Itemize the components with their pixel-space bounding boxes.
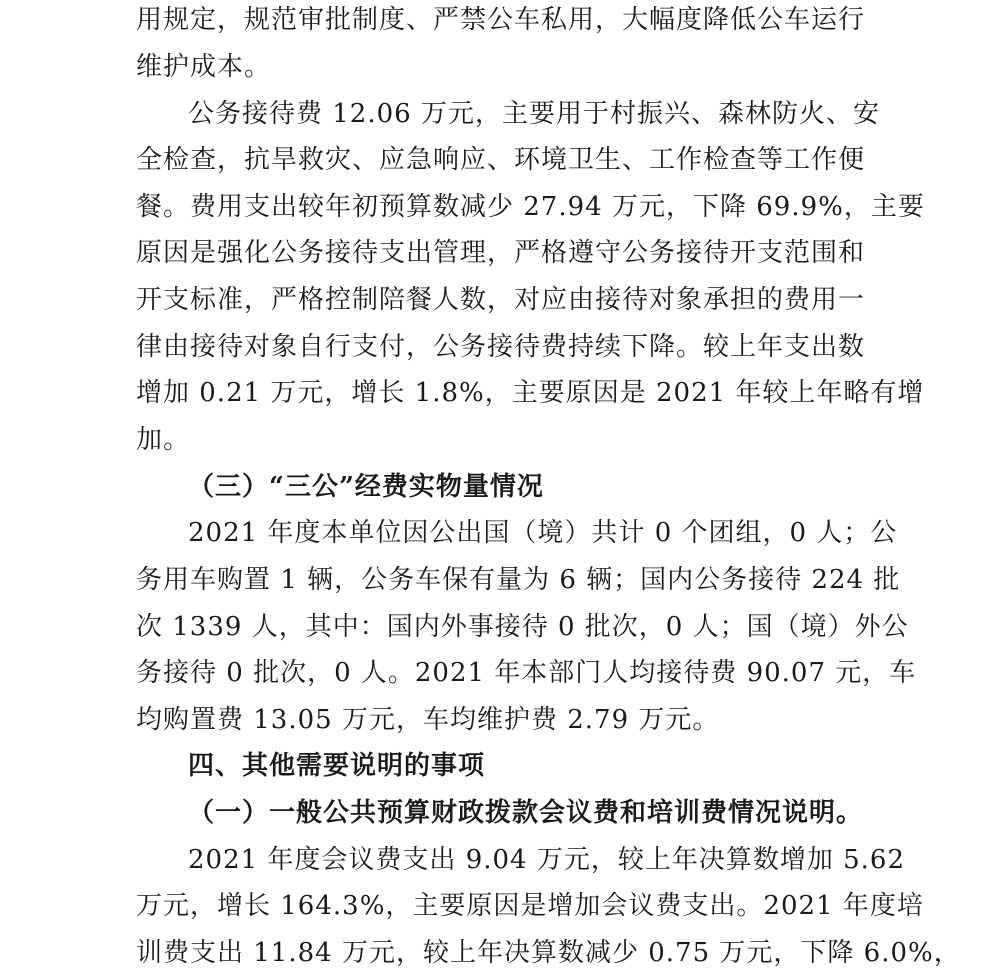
paragraph-line: 用规定，规范审批制度、严禁公车私用，大幅度降低公车运行 (136, 5, 866, 35)
paragraph-line: 2021 年度本单位因公出国（境）共计 0 个团组，0 人；公 (188, 518, 898, 548)
paragraph-line: 训费支出 11.84 万元，较上年决算数减少 0.75 万元，下降 6.0%， (136, 938, 961, 968)
section-heading: （一）一般公共预算财政拨款会议费和培训费情况说明。 (188, 798, 864, 828)
section-heading: 四、其他需要说明的事项 (188, 751, 486, 781)
paragraph-line: 维护成本。 (136, 52, 272, 82)
paragraph-line: 次 1339 人，其中：国内外事接待 0 批次，0 人；国（境）外公 (136, 612, 909, 642)
paragraph-line: 律由接待对象自行支付，公务接待费持续下降。较上年支出数 (136, 332, 866, 362)
paragraph-line: 原因是强化公务接待支出管理，严格遵守公务接待开支范围和 (136, 238, 866, 268)
paragraph-line: 餐。费用支出较年初预算数减少 27.94 万元，下降 69.9%，主要 (136, 192, 925, 222)
paragraph-line: 均购置费 13.05 万元，车均维护费 2.79 万元。 (136, 705, 720, 735)
paragraph-line: 加。 (136, 425, 191, 455)
paragraph-line: 2021 年度会议费支出 9.04 万元，较上年决算数增加 5.62 (188, 845, 906, 875)
paragraph-line: 全检查，抗旱救灾、应急响应、环境卫生、工作检查等工作便 (136, 145, 866, 175)
section-heading: （三）“三公”经费实物量情况 (188, 472, 544, 502)
paragraph-line: 务用车购置 1 辆，公务车保有量为 6 辆；国内公务接待 224 批 (136, 565, 901, 595)
paragraph-line: 开支标准，严格控制陪餐人数，对应由接待对象承担的费用一 (136, 285, 866, 315)
paragraph-line: 增加 0.21 万元，增长 1.8%，主要原因是 2021 年较上年略有增 (136, 378, 925, 408)
paragraph-line: 万元，增长 164.3%，主要原因是增加会议费支出。2021 年度培 (136, 891, 924, 921)
paragraph-line: 公务接待费 12.06 万元，主要用于村振兴、森林防火、安 (188, 99, 880, 129)
paragraph-line: 务接待 0 批次，0 人。2021 年本部门人均接待费 90.07 元，车 (136, 658, 917, 688)
